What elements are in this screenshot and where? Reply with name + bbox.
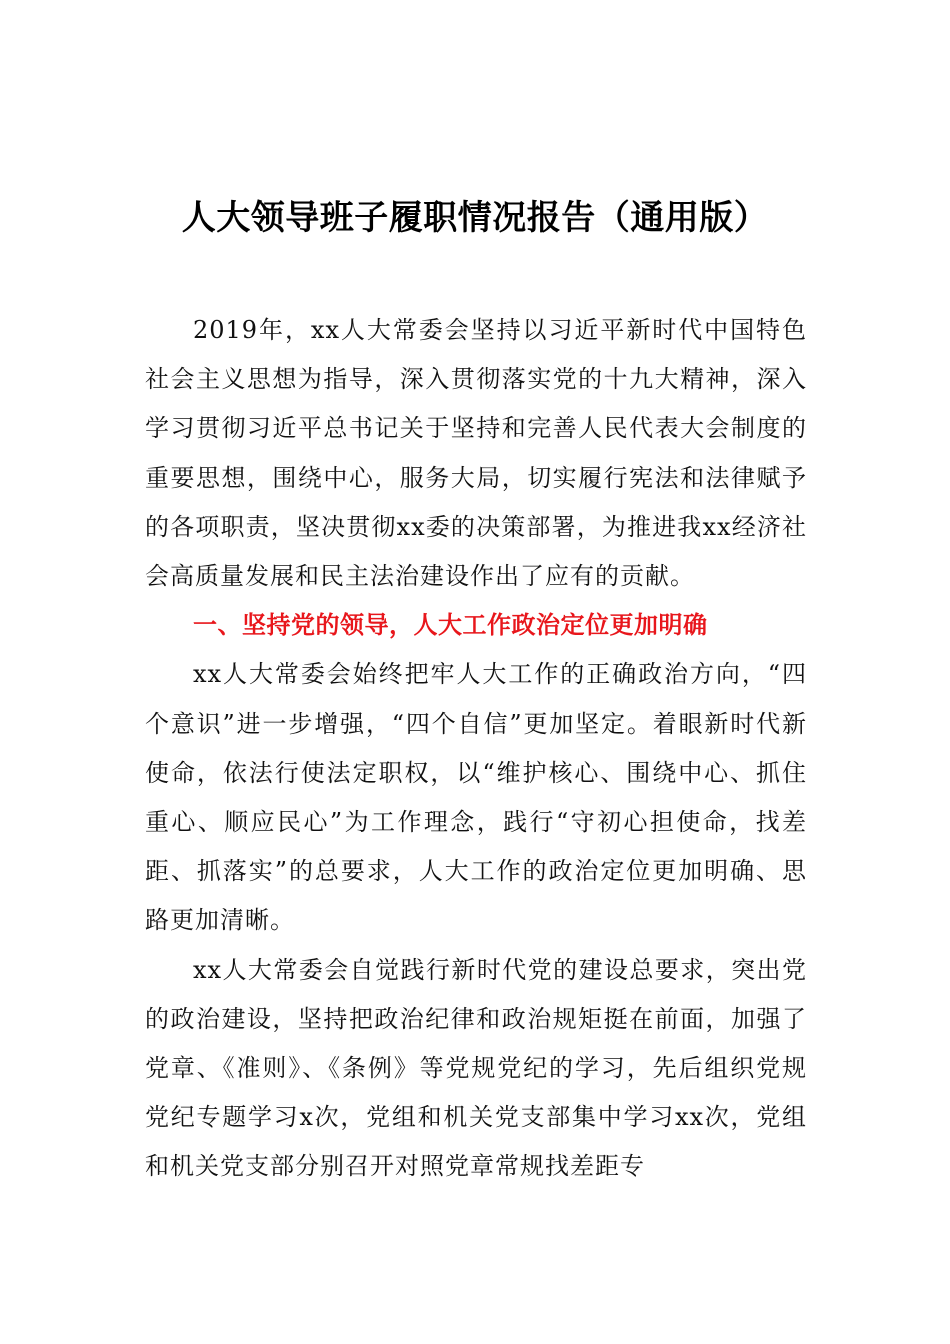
paragraph-intro: 2019年，xx人大常委会坚持以习近平新时代中国特色社会主义思想为指导，深入贯彻落实党的十九大精神，深入学习贯彻习近平总书记关于坚持和完善人民代表大会制度的重要思想，围绕中心，服务大局，切实履行宪法和法律赋予的各项职责，坚决贯彻xx委的决策部署，为推进我xx经济社会高质量发展和民主法治建设作出了应有的贡献。 — [145, 316, 807, 591]
section-heading-1: 一、坚持党的领导，人大工作政治定位更加明确 — [193, 611, 708, 640]
paragraph-party-building: xx人大常委会自觉践行新时代党的建设总要求，突出党的政治建设，坚持把政治纪律和政治规矩挺在前面，加强了党章、《准则》、《条例》等党规党纪的学习，先后组织党规党纪专题学习x次，党组和机关党支部集中学习xx次，党组和机关党支部分别召开对照党章常规找差距专 — [145, 955, 807, 1181]
document-title: 人大领导班子履职情况报告（通用版） — [181, 198, 769, 238]
document-body — [145, 306, 807, 1192]
paragraph-political-direction: xx人大常委会始终把牢人大工作的正确政治方向，“四个意识”进一步增强，“四个自信”更加坚定。着眼新时代新使命，依法行使法定职权，以“维护核心、围绕中心、抓住重心、顺应民心”为工作理念，践行“守初心担使命，找差距、抓落实”的总要求，人大工作的政治定位更加明确、思路更加清晰。 — [145, 660, 807, 935]
